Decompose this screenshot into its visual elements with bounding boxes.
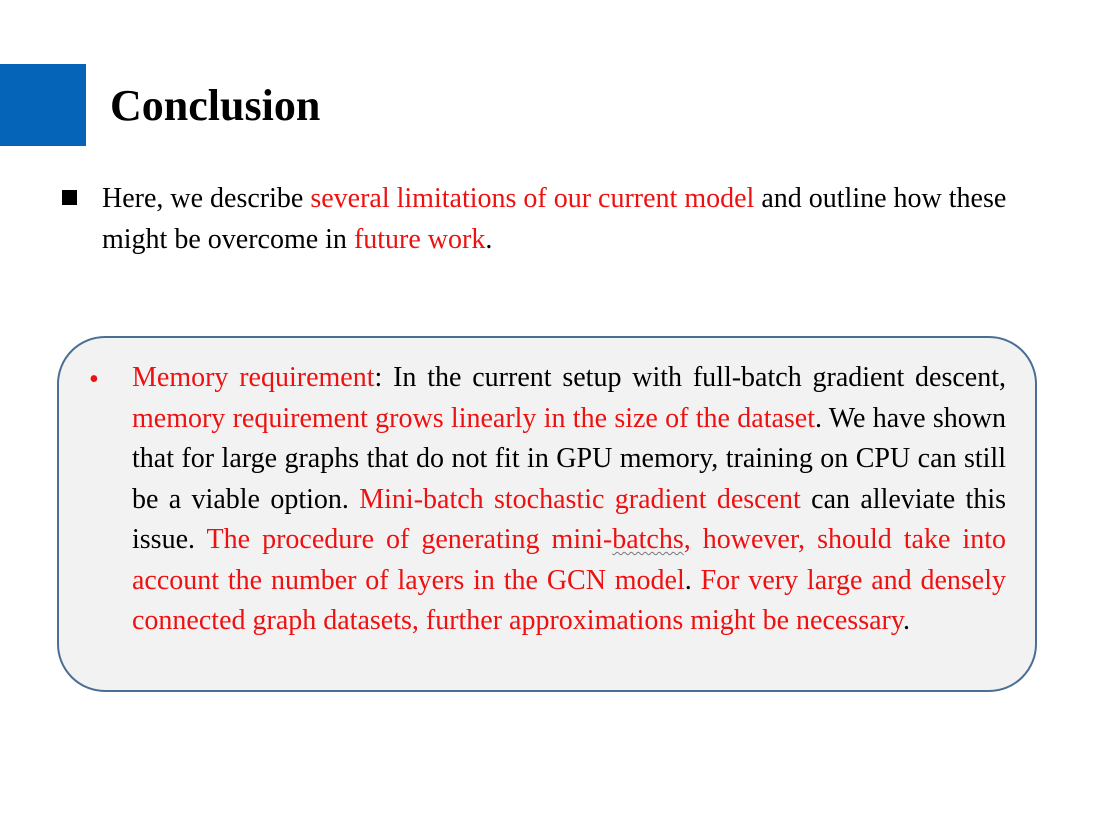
slide-title: Conclusion bbox=[110, 81, 321, 130]
callout-term-memory-requirement: Memory requirement bbox=[132, 362, 375, 393]
intro-text bbox=[102, 178, 1042, 260]
callout-highlight-layers: , however, should take into account the number of layers in the GCN model bbox=[132, 524, 1006, 596]
callout-highlight-minibatch-sgd: Mini-batch stochastic gradient descent bbox=[359, 483, 801, 515]
callout-highlight-approximations: For very large and densely connected graph datasets, further approximations might be necessary bbox=[132, 564, 1007, 636]
intro-highlight-limitations: several limitations of our current model bbox=[310, 183, 755, 214]
callout-part-12: . bbox=[903, 605, 911, 636]
red-bullet-icon: • bbox=[89, 364, 99, 395]
intro-highlight-future-work: future work bbox=[353, 224, 486, 255]
callout-part-10: . bbox=[684, 564, 701, 596]
intro-part-3: . bbox=[485, 224, 493, 255]
callout-part-6: can alleviate this issue. bbox=[132, 483, 1007, 555]
intro-part-1: Here, we describe bbox=[102, 183, 311, 214]
callout-highlight-procedure: The procedure of generating mini- bbox=[206, 524, 613, 555]
callout-highlight-memory-growth: memory requirement grows linearly in the size of the dataset bbox=[132, 402, 816, 434]
memory-requirement-callout bbox=[57, 336, 1037, 692]
square-bullet-icon bbox=[62, 190, 77, 205]
intro-bullet bbox=[62, 178, 1042, 260]
title-accent-block bbox=[0, 64, 86, 146]
callout-spellcheck-word: batchs bbox=[612, 524, 684, 555]
callout-text bbox=[132, 358, 1006, 642]
intro-part-2: and outline how these might be overcome in bbox=[102, 183, 1007, 255]
callout-part-4: . We have shown that for large graphs that do not fit in GPU memory, training on CPU can still be a viable option. bbox=[132, 402, 1006, 515]
callout-part-2: : In the current setup with full-batch gradient descent, bbox=[374, 362, 1007, 393]
